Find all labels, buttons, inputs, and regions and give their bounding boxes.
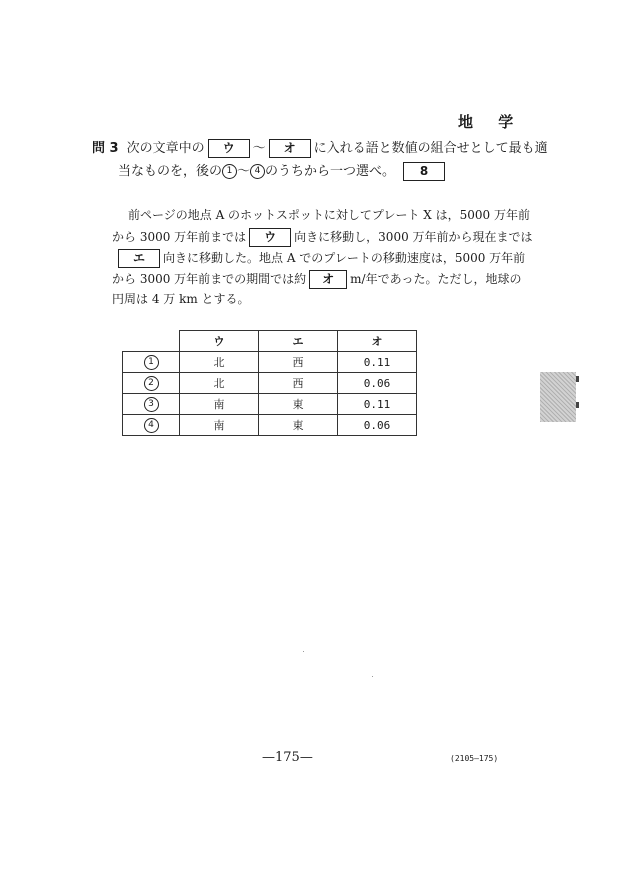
choice-number: 1: [144, 355, 159, 370]
table-row: [123, 415, 417, 436]
answer-table: [122, 330, 417, 436]
passage-text-3: 向きに移動した。地点 A でのプレートの移動速度は，5000 万年前: [163, 251, 526, 265]
range-tilde: 〜: [237, 164, 251, 179]
page-number: —175—: [262, 750, 313, 765]
passage-box-e: エ: [118, 249, 160, 268]
passage-line-4: [112, 270, 521, 289]
table-header-o: オ: [338, 331, 417, 352]
tilde: 〜: [252, 141, 266, 156]
choice-circle-start: 1: [222, 164, 237, 179]
choice-number: 2: [144, 376, 159, 391]
question-text-1b: に入れる語と数値の組合せとして最も適: [313, 141, 548, 156]
cell-o: 0.06: [338, 373, 417, 394]
cell-e: 西: [259, 373, 338, 394]
choice-cell: [123, 352, 180, 373]
index-tab-notch: [576, 376, 579, 382]
choice-cell: [123, 394, 180, 415]
scan-speck: [372, 676, 373, 677]
choice-cell: [123, 373, 180, 394]
choice-number: 4: [144, 418, 159, 433]
cell-u: 南: [180, 394, 259, 415]
table-header-e: エ: [259, 331, 338, 352]
choice-number: 3: [144, 397, 159, 412]
table-row: [123, 394, 417, 415]
table-header-row: [123, 331, 417, 352]
passage-text-4b: m/年であった。ただし，地球の: [350, 272, 522, 286]
index-tab-marker: [540, 372, 576, 422]
question-number: 問 3: [92, 141, 119, 156]
table-row: [123, 352, 417, 373]
cell-e: 東: [259, 394, 338, 415]
passage-text-2b: 向きに移動し，3000 万年前から現在までは: [294, 230, 533, 244]
table-corner: [123, 331, 180, 352]
passage-box-o: オ: [309, 270, 347, 289]
cell-o: 0.11: [338, 352, 417, 373]
cell-u: 北: [180, 352, 259, 373]
question-line-2: [118, 162, 448, 182]
passage-line-5: 円周は 4 万 km とする。: [112, 292, 250, 306]
index-tab-notch: [576, 402, 579, 408]
passage-box-u: ウ: [249, 228, 291, 247]
question-text-2b: のうちから一つ選べ。: [265, 164, 396, 179]
answer-number-box: 8: [403, 162, 445, 181]
cell-o: 0.11: [338, 394, 417, 415]
passage-text-2a: から 3000 万年前までは: [112, 230, 247, 244]
cell-u: 南: [180, 415, 259, 436]
cell-u: 北: [180, 373, 259, 394]
table-row: [123, 373, 417, 394]
question-text-2a: 当なものを，後の: [118, 164, 223, 179]
subject-heading: 地 学: [458, 113, 524, 131]
cell-e: 西: [259, 352, 338, 373]
passage-text-4a: から 3000 万年前までの期間では約: [112, 272, 307, 286]
scan-speck: [303, 651, 304, 652]
question-line-1: [92, 139, 548, 159]
cell-e: 東: [259, 415, 338, 436]
question-text-1a: 次の文章中の: [126, 141, 205, 156]
passage-line-1: 前ページの地点 A のホットスポットに対してプレート X は，5000 万年前: [128, 208, 530, 222]
exam-code: (2105—175): [450, 754, 499, 763]
table-header-u: ウ: [180, 331, 259, 352]
blank-box-o: オ: [269, 139, 311, 158]
passage-line-2: [112, 228, 533, 247]
blank-box-u: ウ: [208, 139, 250, 158]
cell-o: 0.06: [338, 415, 417, 436]
choice-cell: [123, 415, 180, 436]
choice-circle-end: 4: [250, 164, 265, 179]
passage-line-3: [112, 249, 525, 268]
